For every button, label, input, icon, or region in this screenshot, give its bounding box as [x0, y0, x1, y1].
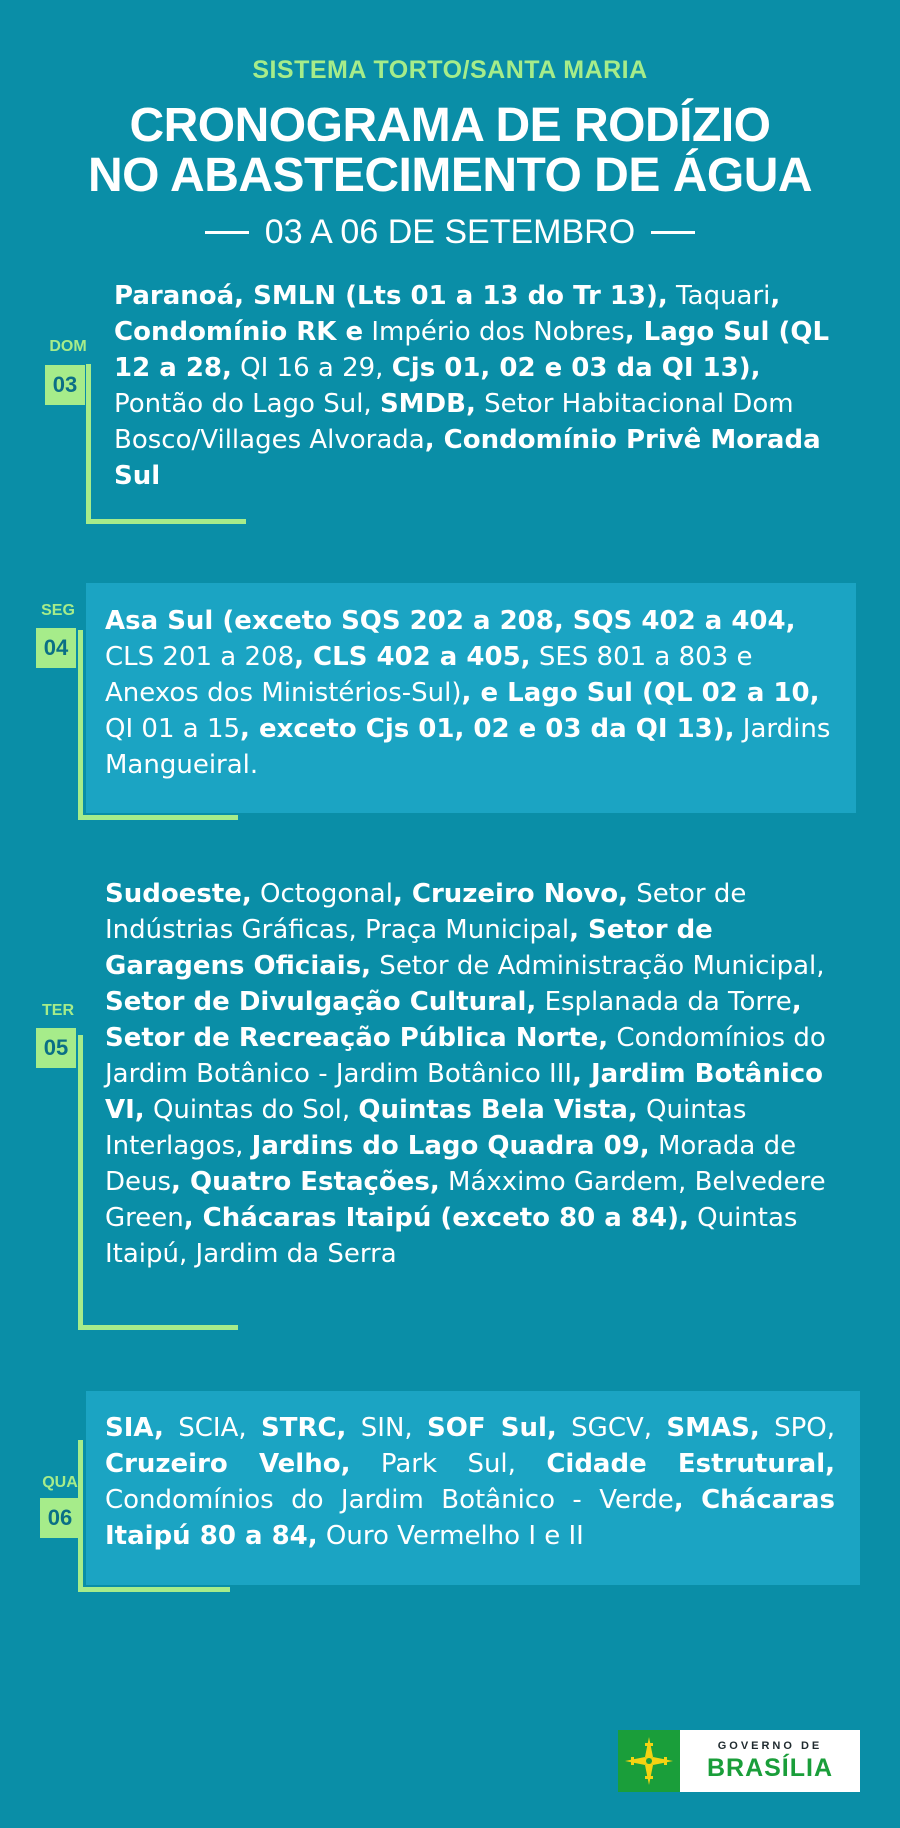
header	[0, 56, 900, 252]
area-text-segment: , Setor de Garagens Oficiais,	[105, 915, 713, 981]
area-text-segment: SCIA,	[163, 1413, 261, 1443]
date-range-text: 03 A 06 DE SETEMBRO	[264, 213, 636, 251]
day-areas-text	[105, 876, 855, 1272]
area-text-segment: Jardins Mangueiral.	[105, 714, 831, 780]
area-text-segment: SOF Sul,	[427, 1413, 557, 1443]
day-abbr: QUA	[42, 1474, 78, 1491]
governo-de-brasilia-logo	[618, 1730, 860, 1792]
area-text-segment: , Condomínio RK e	[114, 281, 781, 347]
area-text-segment: Condomínios do Jardim Botânico - Verde	[105, 1485, 674, 1515]
system-subtitle: SISTEMA TORTO/SANTA MARIA	[252, 56, 648, 84]
date-dash-right	[651, 231, 695, 234]
area-text-segment: Park Sul,	[350, 1449, 547, 1479]
area-text-segment: Setor de Divulgação Cultural,	[105, 987, 537, 1017]
area-text-segment: QI 16 a 29,	[231, 353, 392, 383]
area-text-segment: Paranoá, SMLN (Lts 01 a 13 do Tr 13),	[114, 281, 668, 311]
area-text-segment: Chácaras Itaipú 80 a 84,	[105, 1485, 836, 1551]
area-text-segment: Quintas do Sol,	[144, 1095, 359, 1125]
day-abbr: DOM	[49, 338, 87, 355]
date-dash-left	[205, 231, 249, 234]
area-text-segment: SMDB,	[379, 389, 476, 419]
area-text-segment: Esplanada da Torre	[536, 987, 792, 1017]
day-number-badge: 04	[36, 628, 76, 668]
area-text-segment: , e Lago Sul (QL 02 a 10,	[461, 678, 820, 708]
area-text-segment: Pontão do Lago Sul,	[114, 389, 380, 419]
day-areas-text	[114, 278, 854, 494]
date-range	[0, 213, 900, 252]
area-text-segment: Quintas Bela Vista,	[358, 1095, 638, 1125]
area-text-segment: , Quatro Estações,	[171, 1167, 440, 1197]
area-text-segment: Cruzeiro Velho,	[105, 1449, 351, 1479]
area-text-segment: Setor Habitacional Dom Bosco/Villages Alvorada	[114, 389, 794, 455]
area-text-segment: Cidade Estrutural,	[546, 1449, 835, 1479]
area-text-segment: Cjs 01, 02 e 03 da QI 13),	[391, 353, 761, 383]
area-text-segment: , Setor de Recreação Pública Norte,	[105, 987, 802, 1053]
area-text-segment	[684, 1485, 701, 1515]
page-title	[0, 101, 900, 201]
area-text-segment: Quintas Itaipú, Jardim da Serra	[105, 1203, 798, 1269]
area-text-segment: QI 01 a 15	[105, 714, 241, 744]
area-text-segment: Ouro Vermelho I e II	[317, 1521, 584, 1551]
area-text-segment: Jardins do Lago Quadra 09,	[251, 1131, 650, 1161]
logo-top-text: GOVERNO DE	[717, 1739, 823, 1752]
area-text-segment: Império dos Nobres	[363, 317, 625, 347]
area-text-segment: CLS 201 a 208	[105, 642, 295, 672]
area-text-segment: , Cruzeiro Novo,	[392, 879, 629, 909]
area-text-segment: , CLS 402 a 405,	[294, 642, 531, 672]
day-abbr: TER	[42, 1002, 74, 1019]
title-line-1: CRONOGRAMA DE RODÍZIO	[129, 99, 771, 152]
area-text-segment: , Chácaras Itaipú (exceto 80 a 84),	[183, 1203, 689, 1233]
brasilia-cross-emblem-icon	[618, 1730, 680, 1792]
area-text-segment: Setor de Administração Municipal,	[371, 951, 825, 981]
area-text-segment: SES 801 a 803 e Anexos dos Ministérios-Sul)	[105, 642, 753, 708]
area-text-segment: , exceto Cjs 01, 02 e 03 da QI 13),	[240, 714, 735, 744]
day-number-badge: 05	[36, 1028, 76, 1068]
title-line-2: NO ABASTECIMENTO DE ÁGUA	[87, 149, 813, 202]
area-text-segment: STRC,	[260, 1413, 347, 1443]
day-areas-text	[105, 603, 845, 783]
area-text-segment: Taquari	[667, 281, 771, 311]
day-number-badge: 03	[45, 365, 85, 405]
area-text-segment: SPO,	[759, 1413, 835, 1443]
area-text-segment: Morada de Deus	[105, 1131, 797, 1197]
day-areas-text	[105, 1410, 835, 1554]
area-text-segment: ,	[673, 1485, 684, 1515]
area-text-segment: SGCV,	[556, 1413, 667, 1443]
area-text-segment: Sudoeste,	[105, 879, 252, 909]
area-text-segment: Octogonal	[251, 879, 393, 909]
area-text-segment: SIA,	[105, 1413, 164, 1443]
day-number-badge: 06	[40, 1498, 80, 1538]
area-text-segment: Setor de Indústrias Gráficas, Praça Municipal	[105, 879, 747, 945]
logo-bottom-text: BRASÍLIA	[706, 1753, 834, 1782]
area-text-segment: , Condomínio Privê Morada Sul	[114, 425, 821, 491]
area-text-segment: , Lago Sul (QL 12 a 28,	[114, 317, 830, 383]
area-text-segment: Máxximo Gardem, Belvedere Green	[105, 1167, 826, 1233]
day-abbr: SEG	[41, 602, 75, 619]
area-text-segment: SMAS,	[666, 1413, 760, 1443]
area-text-segment: Quintas Interlagos,	[105, 1095, 747, 1161]
area-text-segment: Asa Sul (exceto SQS 202 a 208, SQS 402 a 404,	[105, 606, 796, 636]
area-text-segment: , Jardim Botânico VI,	[105, 1059, 824, 1125]
area-text-segment: SIN,	[346, 1413, 428, 1443]
area-text-segment: Condomínios do Jardim Botânico - Jardim Botânico III	[105, 1023, 826, 1089]
logo-text	[680, 1730, 860, 1792]
